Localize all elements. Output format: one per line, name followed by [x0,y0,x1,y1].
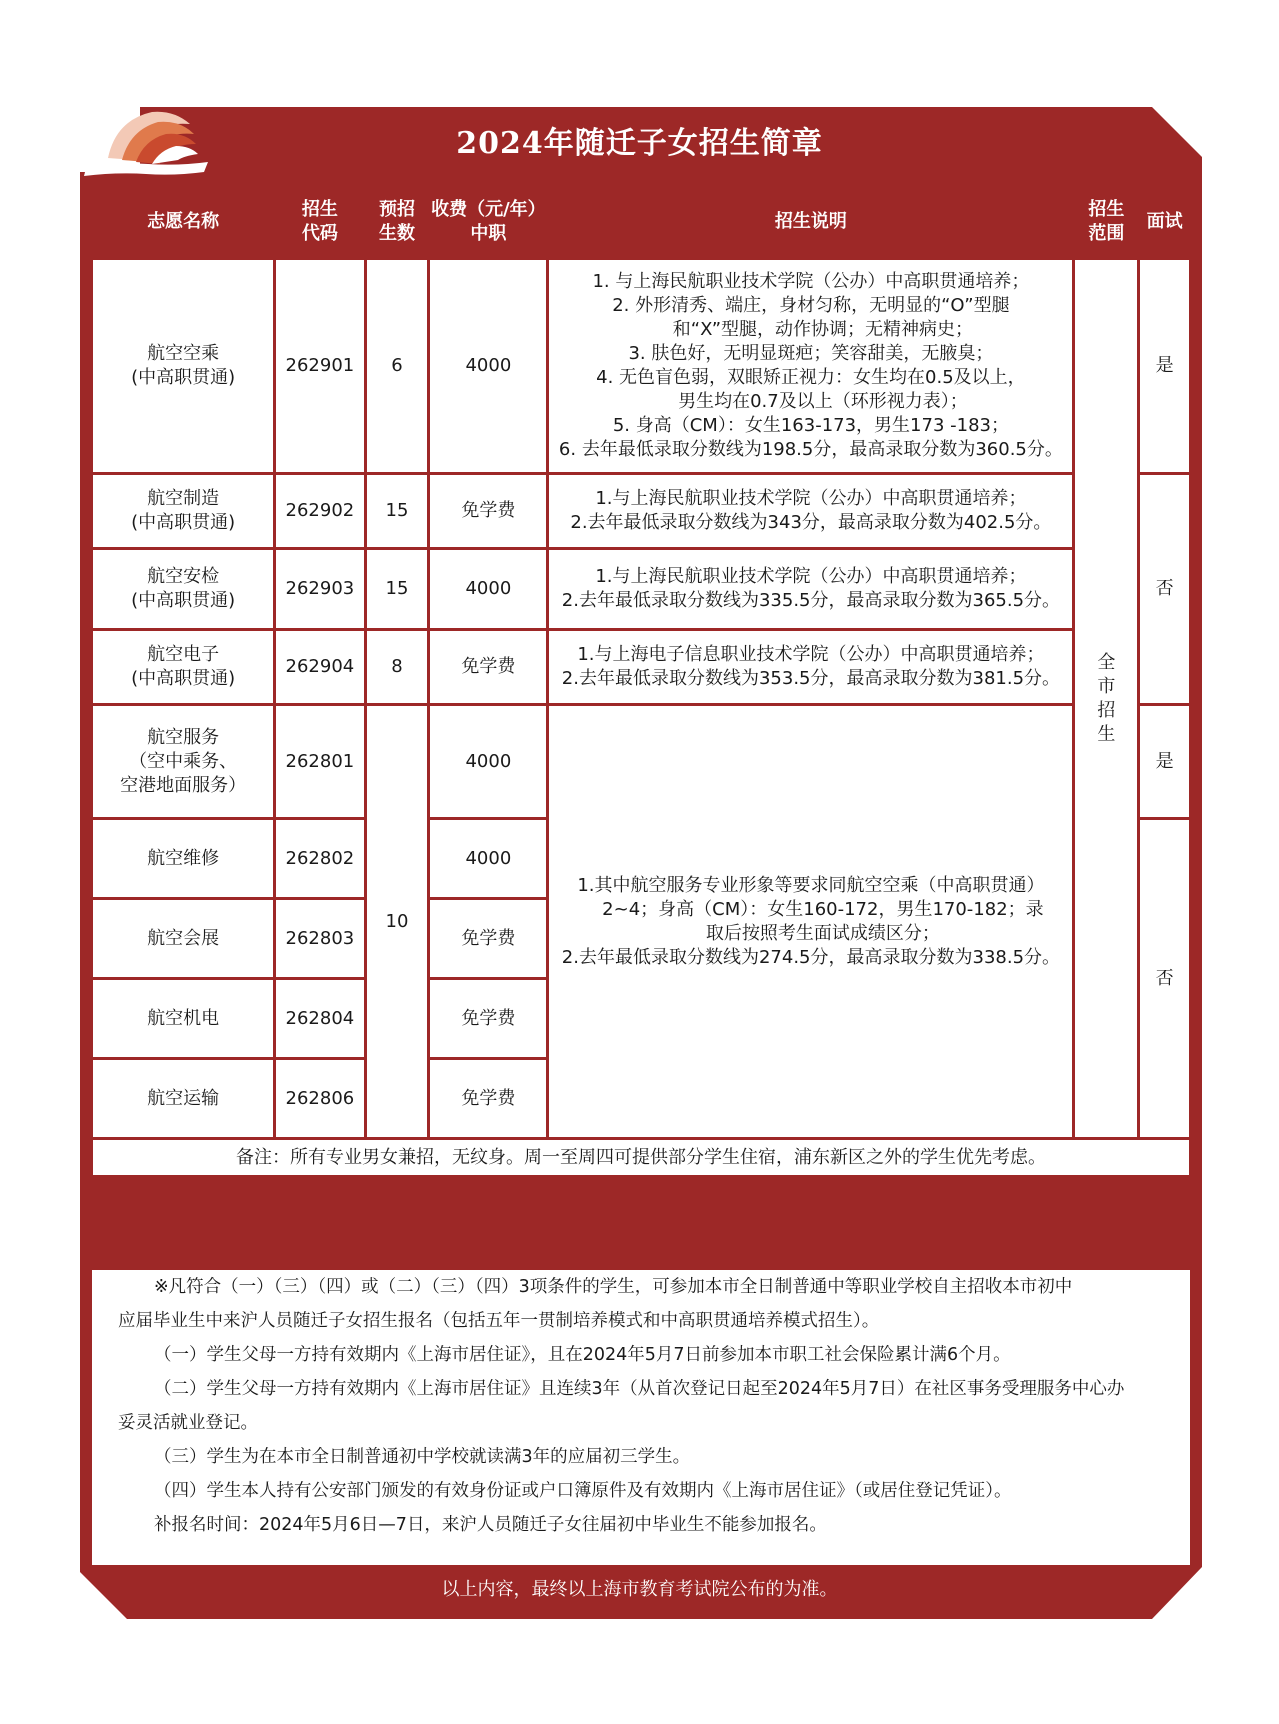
scope-cell: 全 市 招 生 [1075,260,1137,1137]
row-code: 262802 [276,820,363,897]
row-fee: 免学费 [430,475,546,547]
supplementary-registration: 补报名时间：2024年5月6日—7日，来沪人员随迁子女往届初中毕业生不能参加报名。 [154,1515,827,1535]
admission-table [90,184,1192,1178]
rule-four: （四）学生本人持有公安部门颁发的有效身份证或户口簿原件及有效期内《上海市居住证》（或居住登记凭证）。 [154,1481,1012,1501]
rule-one: （一）学生父母一方持有效期内《上海市居住证》，且在2024年5月7日前参加本市职工社会保险累计满6个月。 [154,1345,1011,1365]
row-description: 1. 与上海民航职业技术学院（公办）中高职贯通培养； 2. 外形清秀、端庄，身材匀称，无明显的“O”型腿 和“X”型腿，动作协调；无精神病史； 3. 肤色好，无明显斑疤；笑容甜美，无腋臭； 4. 无色盲色弱，双眼矫正视力：女生均在0.5及以上， 男生均在0.7及以上（环形视力表）； 5. 身高（CM）：女生163-173，男生173 -183； 6. 去年最低录取分数线为198.5分，最高录取分数为360.5分。 [549,260,1072,472]
row-description: 1.与上海电子信息职业技术学院（公办）中高职贯通培养； 2.去年最低录取分数线为353.5分，最高录取分数为381.5分。 [549,631,1072,703]
row-code: 262806 [276,1060,363,1137]
row-name: 航空空乘 (中高职贯通) [93,260,273,472]
row-fee: 4000 [430,706,546,817]
note-row [93,1140,1189,1175]
row-fee: 免学费 [430,980,546,1057]
rule-three: （三）学生为在本市全日制普通初中学校就读满3年的应届初三学生。 [154,1447,691,1467]
row-code: 262804 [276,980,363,1057]
table-row [93,550,1189,628]
header-quota: 预招 生数 [367,187,428,257]
row-name: 航空运输 [93,1060,273,1137]
row-code: 262803 [276,900,363,977]
eligibility-rules [92,1270,1190,1565]
row-code: 262903 [276,550,363,628]
footer-note: 以上内容，最终以上海市教育考试院公布的为准。 [441,1579,838,1600]
row-name: 航空机电 [93,980,273,1057]
rule-two: （二）学生父母一方持有效期内《上海市居住证》且连续3年（从首次登记日起至2024年5月7日）在社区事务受理服务中心办 [154,1379,1125,1399]
row-fee: 4000 [430,260,546,472]
row-quota: 15 [367,550,428,628]
row-name: 航空安检 (中高职贯通) [93,550,273,628]
table-row [93,475,1189,547]
header-code: 招生 代码 [276,187,363,257]
row-fee: 免学费 [430,900,546,977]
row-code: 262801 [276,706,363,817]
row-description: 1.其中航空服务专业形象等要求同航空空乘（中高职贯通） 2~4；身高（CM）：女生160-172，男生170-182；录 取后按照考生面试成绩区分； 2.去年最低录取分数线为274.5分，最高录取分数为338.5分。 [549,706,1072,1137]
row-fee: 4000 [430,550,546,628]
row-fee: 免学费 [430,1060,546,1137]
interview-cell: 是 [1140,706,1189,817]
header-fee: 收费（元/年） 中职 [430,187,546,257]
row-name: 航空电子 (中高职贯通) [93,631,273,703]
table-header-row [93,187,1189,257]
row-code: 262902 [276,475,363,547]
row-description: 1.与上海民航职业技术学院（公办）中高职贯通培养； 2.去年最低录取分数线为335.5分，最高录取分数为365.5分。 [549,550,1072,628]
table-row [93,706,1189,817]
row-fee: 4000 [430,820,546,897]
row-name: 航空服务 （空中乘务、 空港地面服务） [93,706,273,817]
note-text: 备注：所有专业男女兼招，无纹身。周一至周四可提供部分学生住宿，浦东新区之外的学生优先考虑。 [93,1140,1189,1175]
shared-quota-cell: 10 [367,706,428,1137]
page-title: 2024年随迁子女招生简章 [456,126,823,161]
rule-intro: ※凡符合（一）（三）（四）或（二）（三）（四）3项条件的学生，可参加本市全日制普通中等职业学校自主招收本市初中 [154,1277,1073,1297]
row-description: 1.与上海民航职业技术学院（公办）中高职贯通培养； 2.去年最低录取分数线为343分，最高录取分数为402.5分。 [549,475,1072,547]
row-quota: 6 [367,260,428,472]
row-code: 262901 [276,260,363,472]
header-desc: 招生说明 [549,187,1072,257]
header-scope: 招生 范围 [1075,187,1137,257]
row-name: 航空制造 (中高职贯通) [93,475,273,547]
row-quota: 15 [367,475,428,547]
admission-table-wrap [90,184,1192,1178]
interview-cell: 否 [1140,475,1189,703]
rule-intro-cont: 应届毕业生中来沪人员随迁子女招生报名（包括五年一贯制培养模式和中高职贯通培养模式招生）。 [118,1311,880,1331]
row-name: 航空会展 [93,900,273,977]
row-name: 航空维修 [93,820,273,897]
header-name: 志愿名称 [93,187,273,257]
table-row [93,631,1189,703]
row-fee: 免学费 [430,631,546,703]
rule-two-cont: 妥灵活就业登记。 [118,1413,258,1433]
interview-cell: 否 [1140,820,1189,1137]
row-quota: 8 [367,631,428,703]
row-code: 262904 [276,631,363,703]
interview-cell: 是 [1140,260,1189,472]
header-interview: 面试 [1140,187,1189,257]
table-row [93,260,1189,472]
